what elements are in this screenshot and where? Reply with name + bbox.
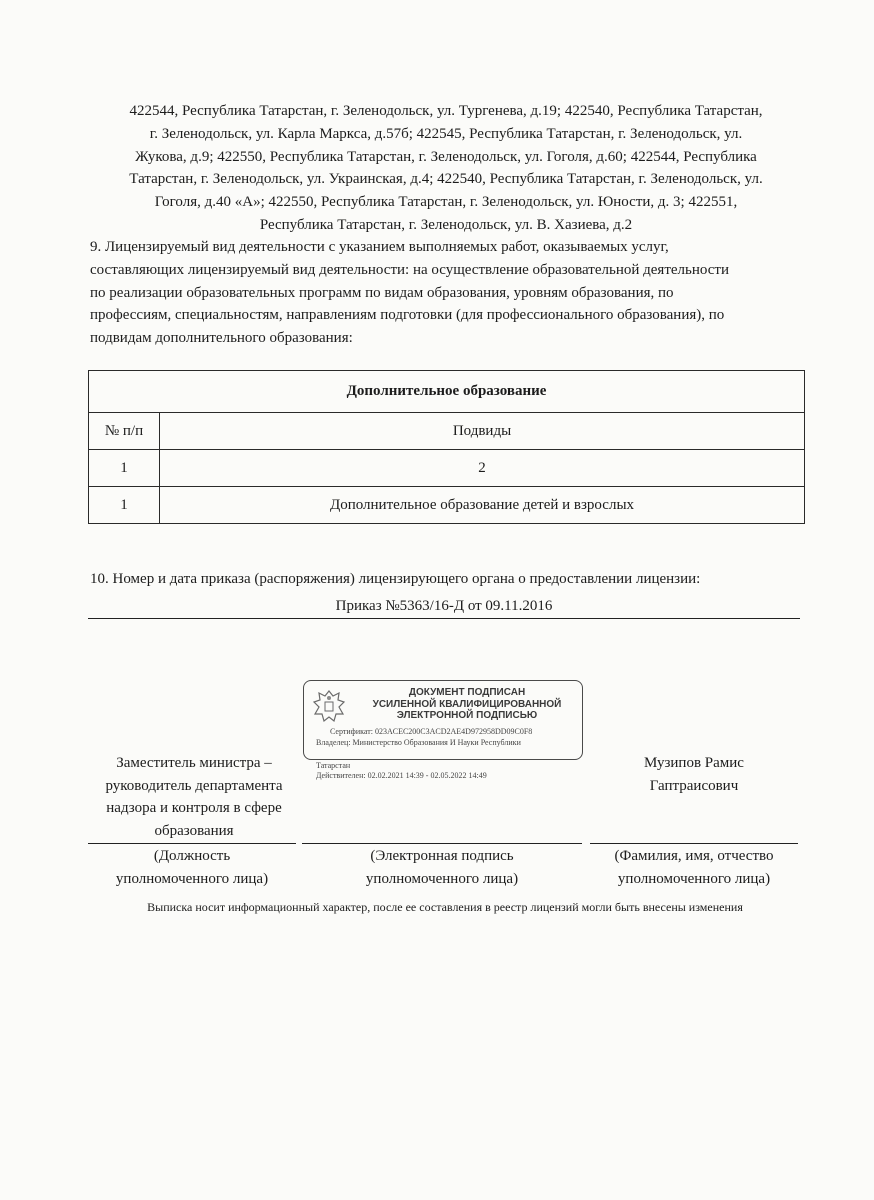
position-line: Заместитель министра – [116, 755, 272, 771]
address-line: г. Зеленодольск, ул. Карла Маркса, д.57б; 422545, Республика Татарстан, г. Зеленодольск, ул. [149, 125, 743, 142]
position-line: образования [154, 822, 234, 839]
table-title-row [89, 371, 805, 413]
caption-line: (Электронная подпись [370, 848, 514, 864]
section-9-line: 9. Лицензируемый вид деятельности с указанием выполняемых работ, оказываемых услуг, [90, 239, 669, 255]
section-9-line: по реализации образовательных программ по видам образования, уровням образования, по [90, 284, 674, 301]
caption-signature [302, 845, 582, 890]
section-10-text: 10. Номер и дата приказа (распоряжения) лицензирующего органа о предоставлении лицензии: [90, 571, 701, 587]
index-cell-2: 2 [160, 450, 805, 487]
column-header-subtypes: Подвиды [160, 413, 805, 450]
table-row [89, 487, 805, 524]
caption-line: уполномоченного лица) [617, 870, 771, 887]
signature-line [302, 843, 582, 844]
position-line: надзора и контроля в сфере [106, 800, 282, 816]
order-number: Приказ №5363/16-Д от 09.11.2016 [88, 598, 800, 619]
addresses-block [88, 100, 804, 237]
stamp-certificate: Сертификат: 023ACEC200C3ACD2AE4D972958DD09C0F8 [330, 727, 533, 736]
column-header-number: № п/п [89, 413, 160, 450]
caption-name [590, 845, 798, 890]
stamp-title-line: ДОКУМЕНТ ПОДПИСАН [408, 687, 526, 698]
caption-line: уполномоченного лица) [365, 870, 519, 887]
section-9-text [90, 236, 806, 350]
stamp-owner: Владелец: Министерство Образования И Науки Республики [316, 738, 521, 747]
footnote: Выписка носит информационный характер, после ее составления в реестр лицензий могли быть внесены изменения [147, 900, 743, 914]
stamp-validity: Действителен: 02.02.2021 14:39 - 02.05.2022 14:49 [316, 771, 487, 780]
address-line: Гоголя, д.40 «А»; 422550, Республика Татарстан, г. Зеленодольск, ул. Юности, д. 3; 422551, [154, 194, 738, 211]
caption-line: (Должность [153, 848, 231, 864]
address-line: Татарстан, г. Зеленодольск, ул. Украинская, д.4; 422540, Республика Татарстан, г. Зеленодольск, ул. [129, 171, 763, 188]
address-line: 422544, Республика Татарстан, г. Зеленодольск, ул. Тургенева, д.19; 422540, Республика Татарстан, [129, 103, 763, 119]
position-signature-line [88, 843, 296, 844]
coat-of-arms-icon [310, 687, 348, 727]
section-9-line: составляющих лицензируемый вид деятельности: на осуществление образовательной деятельности [90, 261, 730, 278]
section-9-line: профессиям, специальностям, направлениям подготовки (для профессионального образования), по [90, 307, 725, 324]
address-line: Республика Татарстан, г. Зеленодольск, ул. В. Хазиева, д.2 [259, 216, 633, 233]
stamp-owner-continued: Татарстан [316, 761, 351, 770]
caption-position [88, 845, 296, 890]
stamp-title [356, 687, 578, 722]
row-number: 1 [89, 487, 160, 524]
name-signature-line [590, 843, 798, 844]
stamp-title-line: УСИЛЕННОЙ КВАЛИФИЦИРОВАННОЙ [372, 698, 562, 710]
section-9-line: подвидам дополнительного образования: [90, 330, 353, 347]
index-cell-1: 1 [89, 450, 160, 487]
name-line: Гаптраисович [649, 777, 739, 794]
electronic-signature-stamp [303, 680, 583, 780]
name-line: Музипов Рамис [644, 755, 744, 771]
position-line: руководитель департамента [105, 777, 283, 794]
row-subtype: Дополнительное образование детей и взрослых [160, 487, 805, 524]
table-title: Дополнительное образование [89, 371, 805, 413]
caption-line: (Фамилия, имя, отчество [614, 848, 774, 864]
table-index-row [89, 450, 805, 487]
signatory-position [88, 752, 300, 842]
signatory-name [590, 752, 798, 797]
caption-line: уполномоченного лица) [115, 870, 269, 887]
education-table [88, 370, 805, 524]
address-line: Жукова, д.9; 422550, Республика Татарстан, г. Зеленодольск, ул. Гоголя, д.60; 422544, Республика [135, 148, 757, 165]
stamp-title-line: ЭЛЕКТРОННОЙ ПОДПИСЬЮ [396, 710, 538, 721]
table-header-row [89, 413, 805, 450]
